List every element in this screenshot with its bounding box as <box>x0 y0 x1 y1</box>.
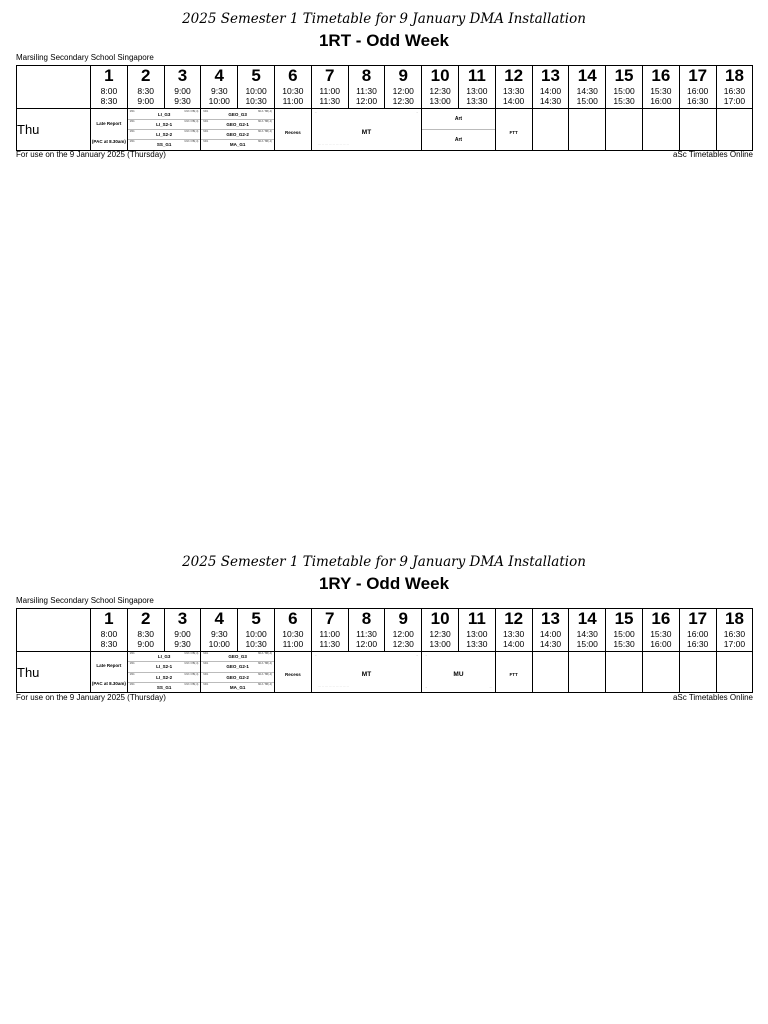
lesson-geo-g2-1[interactable]: M01 GEO_G2-1 M13 / 8B(-4) <box>201 662 274 672</box>
period-header: 7 11:00 11:30 <box>311 66 348 109</box>
empty-cell <box>679 109 716 151</box>
sheet-title: 2025 Semester 1 Timetable for 9 January DMA Installation <box>182 554 586 570</box>
corner-cell <box>17 609 91 652</box>
lesson-geo-g3[interactable]: M01 GEO_G3 M13 / 8B(-4) <box>201 652 274 662</box>
lesson-stack-periods-2-3[interactable] <box>127 109 201 151</box>
period-header: 10 12:30 13:00 <box>422 66 459 109</box>
day-label: Thu <box>17 652 91 693</box>
lesson-recess[interactable]: Recess <box>274 652 311 693</box>
empty-cell <box>532 652 569 693</box>
empty-cell <box>642 109 679 151</box>
period-header: 6 10:30 11:00 <box>274 609 311 652</box>
period-header: 4 9:30 10:00 <box>201 66 238 109</box>
lesson-ma-g1[interactable]: M01 MA_G1 M13 / 8B(-4) <box>203 140 272 148</box>
period-header: 1 8:00 8:30 <box>91 66 128 109</box>
lesson-art-top[interactable]: Art <box>422 109 495 130</box>
empty-cell <box>606 109 643 151</box>
lesson-mu[interactable]: ... MU ... ... <box>422 652 496 693</box>
period-header: 10 12:30 13:00 <box>422 609 459 652</box>
period-header: 11 13:00 13:30 <box>458 66 495 109</box>
period-header: 17 16:00 16:30 <box>679 609 716 652</box>
timetable-grid <box>16 65 753 151</box>
lesson-recess[interactable]: Recess <box>274 109 311 151</box>
period-header: 11 13:00 13:30 <box>458 609 495 652</box>
lesson-ftt[interactable]: FTT <box>495 109 532 151</box>
period-header: 6 10:30 11:00 <box>274 66 311 109</box>
period-header: 5 10:00 10:30 <box>238 66 275 109</box>
sheet-title: 2025 Semester 1 Timetable for 9 January DMA Installation <box>182 11 586 27</box>
timetable-grid <box>16 608 753 693</box>
lesson-geo-g3[interactable]: M01 GEO_G3 M13 / 8B(-4) <box>201 110 274 120</box>
period-header: 1 8:00 8:30 <box>91 609 128 652</box>
empty-cell <box>716 109 753 151</box>
period-header: 16 15:30 16:00 <box>642 66 679 109</box>
footer-date-note: For use on the 9 January 2025 (Thursday) <box>16 150 166 159</box>
period-header: 5 10:00 10:30 <box>238 609 275 652</box>
lesson-late-report[interactable]: Late Report (PAC at 8.30am) <box>91 652 128 693</box>
lesson-geo-g2-1[interactable]: M01 GEO_G2-1 M13 / 8B(-4) <box>201 120 274 130</box>
day-row <box>17 652 753 693</box>
period-header: 12 13:30 14:00 <box>495 609 532 652</box>
period-header: 18 16:30 17:00 <box>716 66 753 109</box>
lesson-stack-periods-4-5[interactable] <box>201 652 275 693</box>
period-header: 14 14:30 15:00 <box>569 609 606 652</box>
period-header: 17 16:00 16:30 <box>679 66 716 109</box>
lesson-li-g3[interactable]: M01 LI_G3 M13 / 8B(-4) <box>128 110 201 120</box>
period-header: 13 14:00 14:30 <box>532 66 569 109</box>
lesson-ss-g1[interactable]: M01 SS_G1 M13 / 8B(-4) <box>129 682 199 690</box>
sheet-footer <box>16 150 753 159</box>
lesson-art-bottom[interactable]: Art <box>454 137 463 143</box>
period-header: 15 15:00 15:30 <box>606 609 643 652</box>
footer-date-note: For use on the 9 January 2025 (Thursday) <box>16 693 166 702</box>
school-name: Marsiling Secondary School Singapore <box>16 596 154 605</box>
period-header: 9 12:00 12:30 <box>385 609 422 652</box>
lesson-mt[interactable]: ... ... MT . . . . . . . . . . . . . . . . . . . . . . . <box>311 109 421 151</box>
sheet-footer <box>16 693 753 702</box>
day-row <box>17 109 753 151</box>
period-header-row <box>17 609 753 652</box>
lesson-li-s2-2[interactable]: M01 LI_S2-2 M13 / 8B(-4) <box>128 673 201 683</box>
timetable-sheet-1rt <box>0 10 768 159</box>
period-header: 15 15:00 15:30 <box>606 66 643 109</box>
lesson-ma-g1[interactable]: M01 MA_G1 M13 / 8B(-4) <box>203 682 272 690</box>
period-header: 14 14:30 15:00 <box>569 66 606 109</box>
corner-cell <box>17 66 91 109</box>
lesson-geo-g2-2[interactable]: M01 GEO_G2-2 M13 / 8B(-4) <box>201 673 274 683</box>
footer-source: aSc Timetables Online <box>672 693 753 702</box>
period-header-row <box>17 66 753 109</box>
lesson-ftt[interactable]: FTT <box>495 652 532 693</box>
period-header: 16 15:30 16:00 <box>642 609 679 652</box>
period-header: 18 16:30 17:00 <box>716 609 753 652</box>
period-header: 2 8:30 9:00 <box>127 609 164 652</box>
empty-cell <box>606 652 643 693</box>
period-header: 9 12:00 12:30 <box>385 66 422 109</box>
lesson-mt[interactable]: ... ... MT . . . . . . . . . . . . . . . . . . . . . . . <box>311 652 421 693</box>
empty-cell <box>716 652 753 693</box>
school-name: Marsiling Secondary School Singapore <box>16 53 154 62</box>
period-header: 12 13:30 14:00 <box>495 66 532 109</box>
period-header: 4 9:30 10:00 <box>201 609 238 652</box>
footer-source: aSc Timetables Online <box>672 150 753 159</box>
lesson-stack-periods-4-5[interactable] <box>201 109 275 151</box>
period-header: 13 14:00 14:30 <box>532 609 569 652</box>
period-header: 3 9:00 9:30 <box>164 609 201 652</box>
class-heading: 1RT - Odd Week <box>318 31 450 50</box>
period-header: 7 11:00 11:30 <box>311 609 348 652</box>
lesson-li-s2-1[interactable]: M01 LI_S2-1 M13 / 8B(-4) <box>128 120 201 130</box>
timetable-sheet-1ry <box>0 553 768 702</box>
day-label: Thu <box>17 109 91 151</box>
empty-cell <box>569 652 606 693</box>
period-header: 3 9:00 9:30 <box>164 66 201 109</box>
empty-cell <box>679 652 716 693</box>
lesson-ss-g1[interactable]: M01 SS_G1 M13 / 8B(-4) <box>129 140 199 148</box>
class-heading: 1RY - Odd Week <box>318 574 450 593</box>
period-header: 8 11:30 12:00 <box>348 609 385 652</box>
empty-cell <box>532 109 569 151</box>
lesson-geo-g2-2[interactable]: M01 GEO_G2-2 M13 / 8B(-4) <box>201 130 274 140</box>
period-header: 2 8:30 9:00 <box>127 66 164 109</box>
lesson-li-g3[interactable]: M01 LI_G3 M13 / 8B(-4) <box>128 652 201 662</box>
lesson-li-s2-2[interactable]: M01 LI_S2-2 M13 / 8B(-4) <box>128 130 201 140</box>
lesson-art[interactable] <box>422 109 496 151</box>
lesson-li-s2-1[interactable]: M01 LI_S2-1 M13 / 8B(-4) <box>128 662 201 672</box>
empty-cell <box>569 109 606 151</box>
lesson-stack-periods-2-3[interactable] <box>127 652 201 693</box>
period-header: 8 11:30 12:00 <box>348 66 385 109</box>
empty-cell <box>642 652 679 693</box>
lesson-late-report[interactable]: Late Report (PAC at 8.30am) <box>91 109 128 151</box>
